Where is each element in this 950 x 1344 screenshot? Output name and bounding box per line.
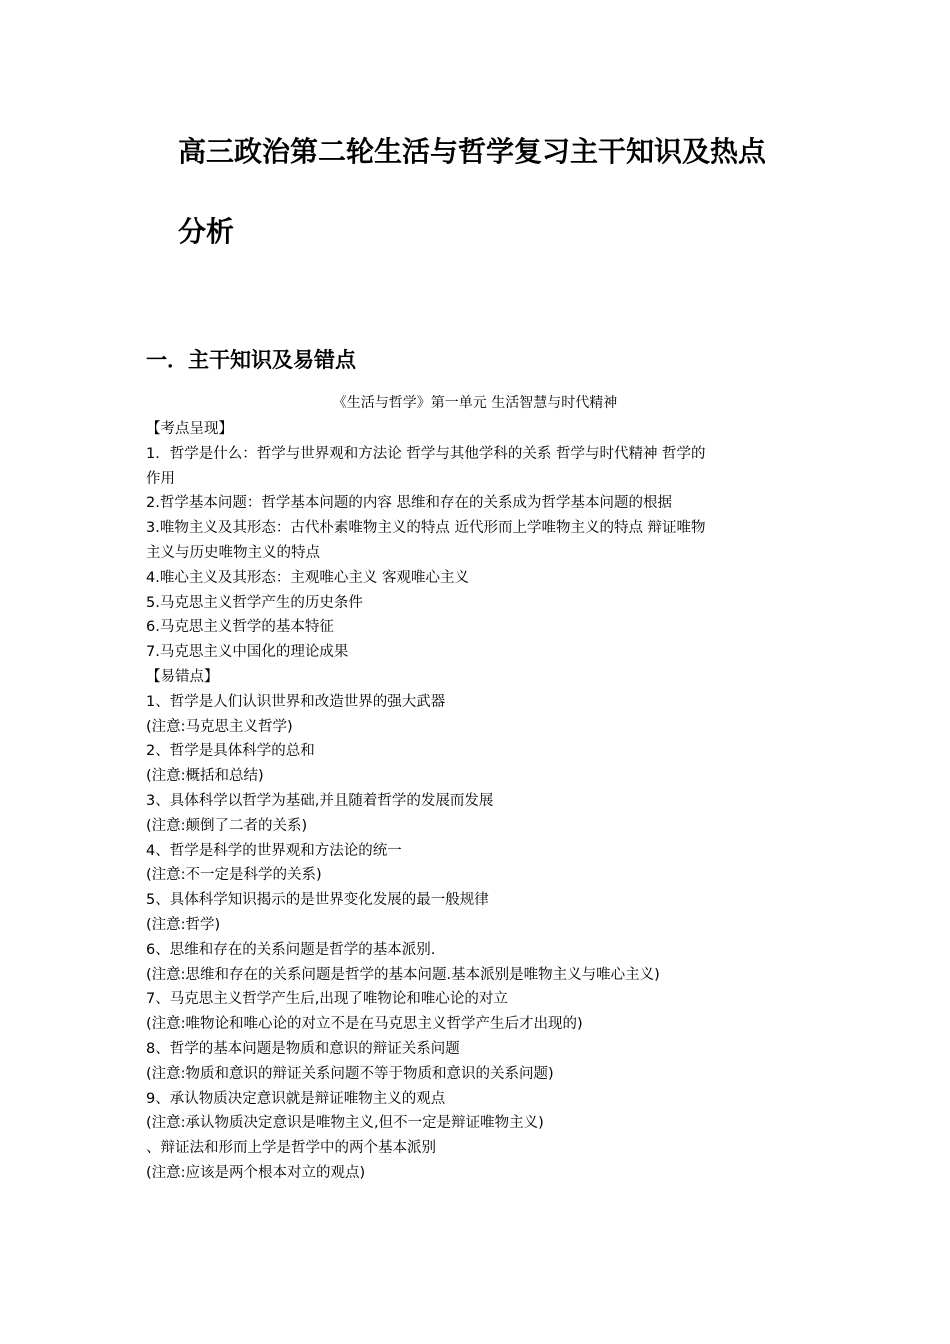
text-line: 8、哲学的基本问题是物质和意识的辩证关系问题: [146, 1040, 460, 1057]
text-line: (注意:概括和总结): [146, 768, 264, 785]
text-line: (注意:思维和存在的关系问题是哲学的基本问题.基本派别是唯物主义与唯心主义): [146, 966, 660, 983]
text-line: 、辩证法和形而上学是哲学中的两个基本派别: [146, 1140, 436, 1157]
text-line: (注意:承认物质决定意识是唯物主义,但不一定是辩证唯物主义): [146, 1115, 544, 1132]
body-text: [146, 417, 806, 1186]
text-line: 7.马克思主义中国化的理论成果: [146, 644, 349, 661]
text-line: 【易错点】: [146, 668, 219, 685]
text-line: 6.马克思主义哲学的基本特征: [146, 619, 334, 636]
text-line: 5、具体科学知识揭示的是世界变化发展的最一般规律: [146, 892, 489, 909]
text-line: (注意:颠倒了二者的关系): [146, 817, 308, 834]
text-line: 1．哲学是什么：哲学与世界观和方法论 哲学与其他学科的关系 哲学与时代精神 哲学的: [146, 445, 706, 462]
text-line: 主义与历史唯物主义的特点: [146, 544, 320, 561]
text-line: 9、承认物质决定意识就是辩证唯物主义的观点: [146, 1090, 446, 1107]
document-title-line-2: 分析: [178, 215, 235, 248]
text-line: 1、哲学是人们认识世界和改造世界的强大武器: [146, 693, 446, 710]
text-line: 6、思维和存在的关系问题是哲学的基本派别.: [146, 941, 436, 958]
text-line: 作用: [146, 470, 175, 487]
text-line: 4.唯心主义及其形态：主观唯心主义 客观唯心主义: [146, 569, 469, 586]
text-line: (注意:马克思主义哲学): [146, 718, 293, 735]
text-line: 7、马克思主义哲学产生后,出现了唯物论和唯心论的对立: [146, 991, 508, 1008]
text-line: (注意:不一定是科学的关系): [146, 867, 322, 884]
text-line: (注意:唯物论和唯心论的对立不是在马克思主义哲学产生后才出现的): [146, 1016, 583, 1033]
text-line: 【考点呈现】: [146, 421, 233, 437]
unit-caption: 《生活与哲学》第一单元 生活智慧与时代精神: [332, 395, 618, 411]
text-line: 3.唯物主义及其形态：古代朴素唯物主义的特点 近代形而上学唯物主义的特点 辩证唯物: [146, 520, 706, 537]
document-title-line-1: 高三政治第二轮生活与哲学复习主干知识及热点: [178, 135, 767, 168]
text-line: (注意:物质和意识的辩证关系问题不等于物质和意识的关系问题): [146, 1065, 554, 1082]
text-line: 4、哲学是科学的世界观和方法论的统一: [146, 842, 402, 859]
text-line: 2、哲学是具体科学的总和: [146, 743, 315, 760]
text-line: 3、具体科学以哲学为基础,并且随着哲学的发展而发展: [146, 792, 494, 809]
section-heading: 一．主干知识及易错点: [146, 348, 356, 372]
text-line: 5.马克思主义哲学产生的历史条件: [146, 594, 363, 611]
text-line: (注意:哲学): [146, 916, 221, 933]
text-line: (注意:应该是两个根本对立的观点): [146, 1164, 366, 1181]
text-line: 2.哲学基本问题：哲学基本问题的内容 思维和存在的关系成为哲学基本问题的根据: [146, 495, 672, 512]
